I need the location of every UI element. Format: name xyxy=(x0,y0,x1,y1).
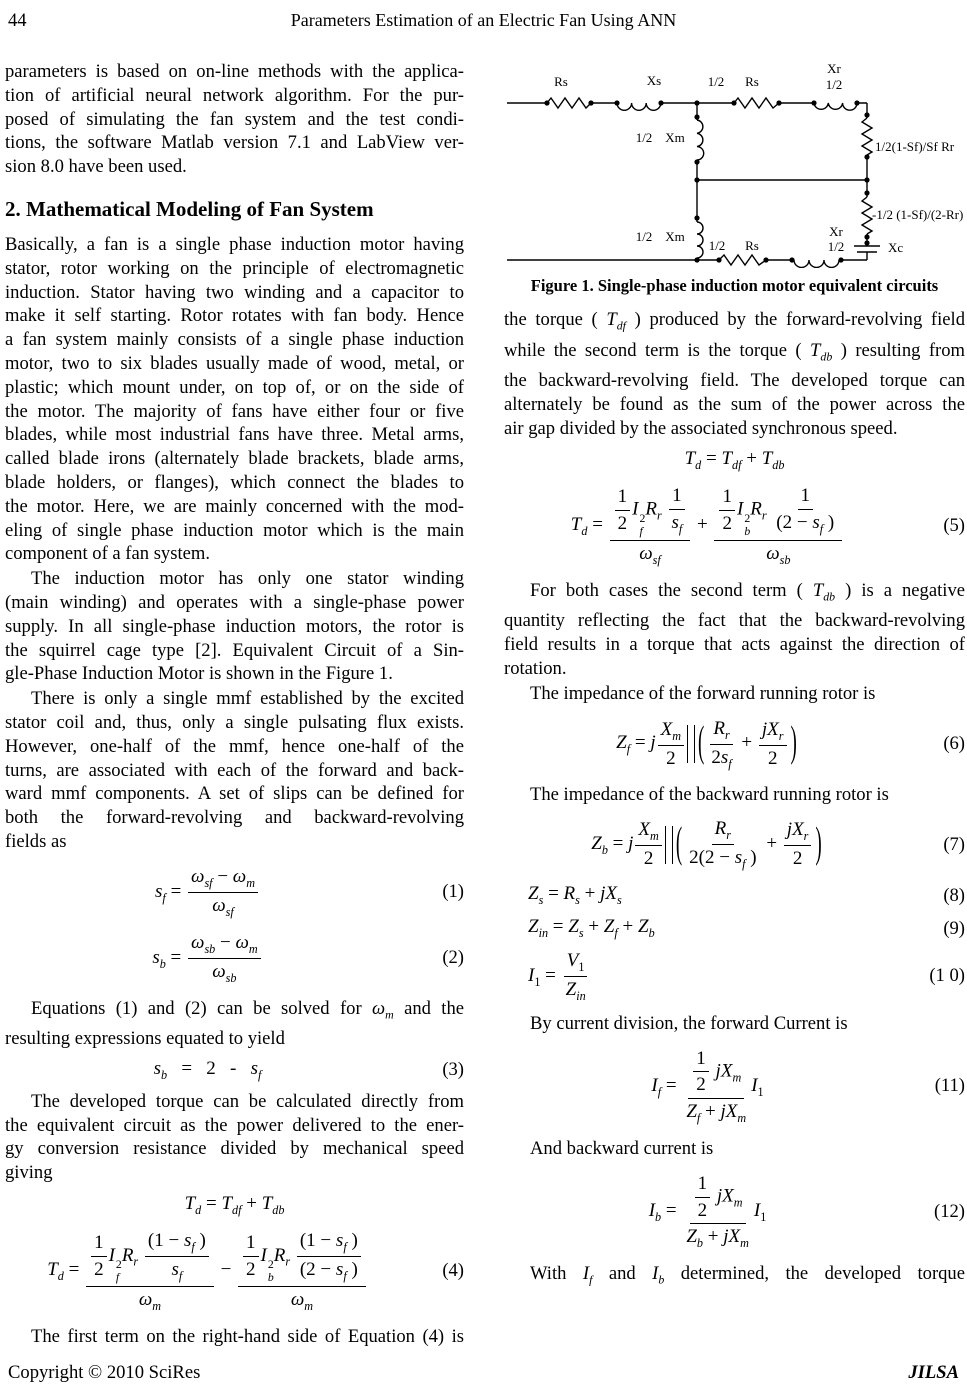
paragraph: And backward current is xyxy=(530,1138,714,1160)
equation-body: $I_f$ = $\frac{1}{2}$ $jX_m$ $Z_f + jX_m$ $I_1$ xyxy=(651,1047,764,1125)
paragraph: The induction motor has only one stator winding (main winding) and operates with a single-phase power supply. In all single-phase induction motors, the rotor is the squirrel cage type [2]. Equivalent Circuit of a Sin- gle-Phase Induction Motor is shown in the Figure 1. xyxy=(5,568,464,685)
circuit-diagram xyxy=(504,60,965,268)
figure-label-xm2-half: 1/2 xyxy=(635,229,653,244)
equation-12 xyxy=(504,1172,965,1251)
equation-unnumbered: $T_d = T_{df} + T_{db}$ xyxy=(184,1192,285,1217)
equation-2 xyxy=(5,931,464,986)
node-dots xyxy=(544,100,869,262)
equation-9 xyxy=(504,916,965,941)
equation-number: (8) xyxy=(943,884,965,906)
equation-number: (7) xyxy=(943,833,965,855)
paragraph: The developed torque can be calculated directly from the equivalent circuit as the power delivered to the ener- gy conversion resistance divided by mechanical speed giving xyxy=(5,1090,464,1184)
equation-5 xyxy=(504,484,965,568)
paragraph: There is only a single mmf established by the excited stator coil and, thus, only a single pulsating flux exists. However, one-half of the mmf, hence one-half of the turns, are associated with each of the forward and back- ward mmf components. A set of slips can be defined for both the forward-revolving and backward-revolving fields as xyxy=(5,688,464,852)
paragraph: With $I_f$ and $I_b$ determined, the developed torque xyxy=(530,1263,965,1288)
equation-number: (1 0) xyxy=(929,965,965,987)
equation-11 xyxy=(504,1047,965,1126)
equation-number: (3) xyxy=(442,1059,464,1081)
equation-body: $I_1$ = $\frac{V_1}{Z_{in}}$ xyxy=(528,949,586,1003)
equation-7 xyxy=(504,817,965,872)
paragraph: the torque ( $T_{df}$ ) produced by the forward-revolving field while the second term is the torque ( $T_{db}$ ) resulting from the backward-revolving field. The developed torque can alternately be found as the sum of the power across the air gap divided by the associated synchronous speed. xyxy=(504,309,965,439)
equation-body: $s_b = 2 - s_f$ xyxy=(153,1057,262,1082)
equation-body: $I_b$ = $\frac{1}{2}$ $jX_m$ $Z_b + jX_m$ $I_1$ xyxy=(648,1172,767,1251)
left-column xyxy=(5,60,464,1349)
equation-body: $T_d$ = $\frac{1}{2}$ I 2 f $R_r$ $\frac{1}{s_f}$ $\omega_{sf}$ + $\frac{1}{2}$ I 2 b $R_r$ $\frac{1}{(2 - s_f )}$ $\omega_{sb}$ xyxy=(504,484,911,568)
equation-number: (2) xyxy=(442,947,464,969)
figure-label-xm2: Xm xyxy=(665,229,685,244)
figure-label-xs: Xs xyxy=(646,73,662,88)
paragraph: For both cases the second term ( $T_{db}$ ) is a negative quantity reflecting the fact that the backward-revolving field results in a torque that acts against the direction of rotation. xyxy=(504,579,965,679)
paragraph: By current division, the forward Current is xyxy=(530,1012,848,1034)
figure-label-xm1: Xm xyxy=(665,130,685,145)
figure-label-xm1-half: 1/2 xyxy=(635,130,653,145)
running-title: Parameters Estimation of an Electric Fan Using ANN xyxy=(290,10,677,30)
equation-number: (12) xyxy=(934,1200,965,1222)
equation-body: $Z_s = R_s + jX_s$ xyxy=(528,883,622,908)
figure-label-rs1: Rs xyxy=(554,74,568,89)
journal-abbreviation: JILSA xyxy=(908,1362,959,1383)
figure-label-half-bot: 1/2 xyxy=(708,238,726,253)
copyright-notice: Copyright © 2010 SciRes xyxy=(8,1362,201,1383)
two-column-body xyxy=(5,60,965,1349)
equation-number: (11) xyxy=(934,1075,965,1097)
equation-unnumbered: $T_d = T_{df} + T_{db}$ xyxy=(684,448,785,473)
paragraph: Equations (1) and (2) can be solved for $\omega_m$ and the resulting expressions equated to yield xyxy=(5,997,465,1050)
figure-label-rs3: Rs xyxy=(745,238,759,253)
figure-caption: Figure 1. Single-phase induction motor equivalent circuits xyxy=(530,276,939,295)
paragraph: The first term on the right-hand side of Equation (4) is xyxy=(31,1325,464,1347)
equation-body: $T_d$ = $\frac{1}{2}$ I 2 f $R_r$ $\frac{(1 - s_f )}{s_f}$ $\omega_m$ − $\frac{1}{2}$ I 2 b $R_r$ $\frac{(1 - s_f )}{(2 - s_f )}$ $\omega_m$ xyxy=(5,1229,410,1314)
figure-label-xc: Xc xyxy=(888,240,904,255)
equation-number: (9) xyxy=(943,917,965,939)
paragraph: The impedance of the backward running rotor is xyxy=(530,783,889,805)
figure-label-forward-rotor-resistance: 1/2(1-Sf)/Sf Rr xyxy=(875,139,955,154)
equation-number: (6) xyxy=(943,733,965,755)
figure-label-xr-top-half: 1/2 xyxy=(825,77,843,92)
section-heading: 2. Mathematical Modeling of Fan System xyxy=(5,196,374,221)
paragraph: The impedance of the forward running rotor is xyxy=(530,682,876,704)
equation-10 xyxy=(504,949,965,1004)
equation-body: $Z_{in} = Z_s + Z_f + Z_b$ xyxy=(528,916,655,940)
figure-label-rs2: Rs xyxy=(745,74,759,89)
equation-4 xyxy=(5,1229,464,1314)
figure-label-backward-rotor-resistance: -1/2 (1-Sf)/(2-Rr) xyxy=(872,207,964,222)
figure-label-xr-top: Xr xyxy=(827,61,841,76)
equation-body: $s_b$ = $\frac{\omega_{sb} - \omega_m}{\omega_{sb}}$ xyxy=(5,931,410,986)
page-header xyxy=(8,10,959,34)
equation-6 xyxy=(504,717,965,772)
equation-body: $s_f$ = $\frac{\omega_{sf} - \omega_m}{\omega_{sf}}$ xyxy=(5,865,410,920)
equation-number: (5) xyxy=(943,515,965,537)
paragraph: Basically, a fan is a single phase induction motor having stator, rotor working on the principle of electromagnetic induction. Stator having two winding and a capacitor to make it self starting. Rotor rotates with fan body. Hence a fan system mainly consists of a single phase induction motor, two to six blades usually made of wood, metal, or plastic; which mount under, on top of, or on the side of the motor. The majority of fans have either four or five blades, while most industrial fans have three. Metal arms, called blade irons (alternately blade brackets, blade arms, blade holders, or flanges), which connect the blades to the motor. Here, we are mainly concerned with the mod- eling of single phase induction motor which is the main component of a fan system. xyxy=(5,233,464,565)
figure-label-half-top: 1/2 xyxy=(707,74,725,89)
equation-number: (1) xyxy=(442,881,464,903)
figure-1 xyxy=(504,60,965,296)
figure-label-xr-bot: Xr xyxy=(829,224,843,239)
equation-1 xyxy=(5,865,464,920)
equation-3 xyxy=(5,1058,464,1083)
equation-number: (4) xyxy=(442,1260,464,1282)
right-column xyxy=(504,60,965,1349)
equation-body: $Z_f = j$ $\frac{X_m}{2}$ ( $\frac{R_r}{2s_f}$ + $\frac{jX_r}{2}$ ) xyxy=(616,717,797,771)
figure-label-xr-bot-half: 1/2 xyxy=(827,239,845,254)
paragraph: parameters is based on on-line methods with the applica- tion of artificial neural network algorithm. For the pur- posed of simulating the fan system and the test condi- tions, the software Matlab version 7.1 and LabView ver- sion 8.0 have been used. xyxy=(5,61,464,178)
equation-body: $Z_b = j$ $\frac{X_m}{2}$ ( $\frac{R_r}{2(2 - s_f )}$ + $\frac{jX_r}{2}$ ) xyxy=(591,818,822,872)
equation-8 xyxy=(504,883,965,908)
page-footer xyxy=(8,1362,959,1384)
page-number: 44 xyxy=(8,10,27,31)
